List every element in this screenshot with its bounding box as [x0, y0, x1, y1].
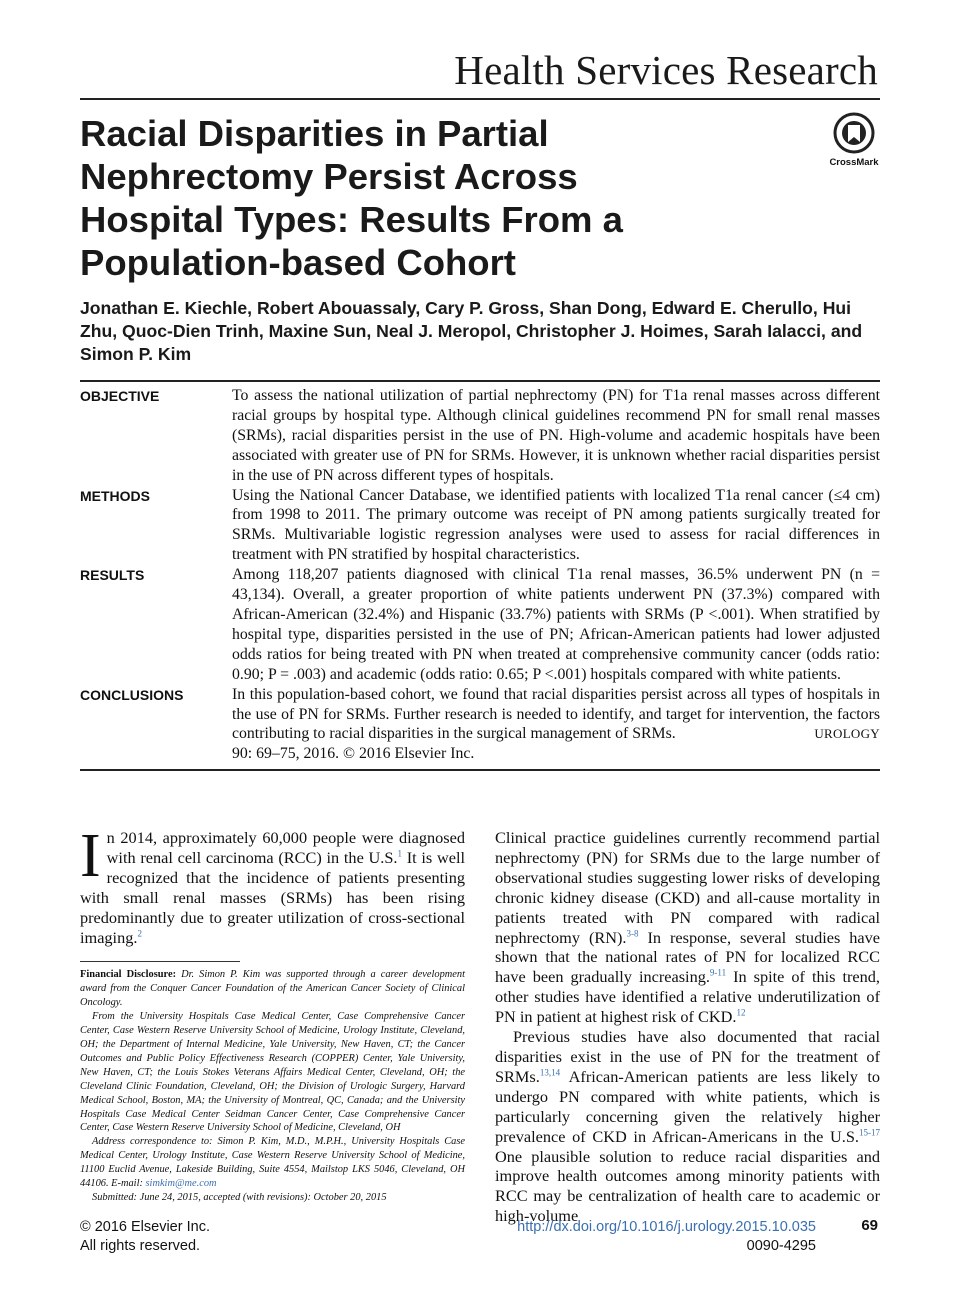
correspondence: [80, 1135, 465, 1191]
guidelines-paragraph: [495, 828, 880, 1027]
journal-section-title: Health Services Research: [454, 47, 878, 93]
reference-link[interactable]: 12: [736, 1007, 746, 1018]
guidelines-text-a: Clinical practice guidelines currently recommend partial nephrectomy (PN) for SRMs due to the large number of observational studies suggesting lower risks of developing chronic kidney disease (CKD) and all-cause mortality in patients treated with PN compared with radical nephrectomy (RN).: [495, 828, 880, 947]
citation-journal: UROLOGY: [814, 726, 880, 742]
disclosure-text: Dr. Simon P. Kim was supported through a career development award from the Conquer Cancer Foundation of the American Cancer Society of Clinical Oncology.: [80, 969, 465, 1009]
page-number: 69: [861, 1217, 878, 1234]
reference-link[interactable]: 1: [397, 848, 402, 859]
submission-dates: Submitted: June 24, 2015, accepted (with revisions): October 20, 2015: [92, 1191, 387, 1203]
intro-text-b: It is well recognized that the incidence of patients presenting with small renal masses (SRMs) has been rising predominantly due to greater utilization of cross-sectional imaging.: [80, 847, 466, 947]
results-text: Among 118,207 patients diagnosed with clinical T1a renal masses, 36.5% underwent PN (n = 43,134). Overall, a greater proportion of white patients underwent PN (37.3%) compared with African-American (32.4%) and Hispanic (33.7%) patients with SRMs (P <.001). When stratified by hospital type, disparities persisted in the use of PN; African-American patients had lower adjusted odds ratios for being treated with PN when treated at comprehensive community cancer (odds ratio: 0.90; P = .003) and academic (odds ratio: 0.65; P <.001) hospitals compared with white patients.: [232, 566, 880, 683]
intro-paragraph: [80, 822, 466, 947]
guidelines-text-b: In response, several studies have shown that the national rates of PN for localized RCC have been gradually increasing.: [495, 927, 881, 987]
author-list: Jonathan E. Kiechle, Robert Abouassaly, Cary P. Gross, Shan Dong, Edward E. Cherullo, Hui Zhu, Quoc-Dien Trinh, Maxine Sun, Neal J. Meropol, Christopher J. Hoimes, Sarah Ialacci, and Simon P. Kim: [80, 298, 863, 364]
reference-link[interactable]: 9-11: [709, 967, 727, 978]
abstract-results: [80, 565, 880, 684]
correspondence-address: Address correspondence to: Simon P. Kim, M.D., M.P.H., University Hospitals Case Medical Center, Urology Institute, Case Western Reserve University School of Medicine, 11100 Euclid Avenue, Lakeside Building, Suite 4554, Mailstop LKS 5046, Cleveland, OH 44106. E-mail:: [80, 1136, 465, 1190]
conclusions-block: [232, 685, 880, 765]
results-label: RESULTS: [80, 567, 145, 584]
doi-link[interactable]: http://dx.doi.org/10.1016/j.urology.2015.10.035: [517, 1219, 816, 1235]
abstract-objective: [80, 386, 880, 486]
abstract-methods: [80, 486, 880, 566]
abstract: [80, 380, 880, 771]
disparities-text-b: African-American patients are less likely to undergo PN compared with white patients, which is particularly concerning given the relatively higher prevalence of CKD in African-Americans in the U.S.: [495, 1066, 880, 1146]
right-column: [495, 828, 880, 1226]
header-rule: [80, 98, 880, 100]
crossmark-label: CrossMark: [829, 157, 879, 168]
methods-label: METHODS: [80, 487, 150, 504]
objective-label: OBJECTIVE: [80, 388, 160, 404]
methods-text: Using the National Cancer Database, we identified patients with localized T1a renal cancer (≤4 cm) from 1998 to 2011. The primary outcome was receipt of PN among patients surgically treated for SRMs. Multivariable logistic regression analyses were used to assess for racial differences in treatment with PN stratified by hospital characteristics.: [232, 486, 880, 564]
intro-text-a: n 2014, approximately 60,000 people were diagnosed with renal cell carcinoma (RCC) in the U.S.: [106, 828, 465, 867]
left-column: [80, 822, 466, 1205]
reference-link[interactable]: 13,14: [539, 1067, 561, 1078]
issn-text: 0090-4295: [746, 1238, 816, 1254]
reference-link[interactable]: 3-8: [626, 928, 639, 939]
citation-details: 90: 69–75, 2016. © 2016 Elsevier Inc.: [232, 745, 475, 763]
copyright-text: © 2016 Elsevier Inc.: [80, 1219, 210, 1235]
reference-link[interactable]: 2: [137, 928, 142, 939]
footer-copyright: [80, 1218, 210, 1256]
footer-identifiers: [517, 1218, 816, 1256]
guidelines-text-c: In spite of this trend, other studies have identified a relative underutilization of PN in patient at highest risk of CKD.: [495, 967, 880, 1027]
rights-text: All rights reserved.: [80, 1238, 201, 1254]
conclusions-text: In this population-based cohort, we found that racial disparities persist across all types of hospitals in the use of PN for SRMs. Further research is needed to identify, and target for intervention, the factors contributing to racial disparities in the surgical management of SRMs.: [232, 685, 880, 743]
objective-text: To assess the national utilization of partial nephrectomy (PN) for T1a renal masses across different racial groups by hospital type. Although clinical guidelines recommend PN for small renal masses (SRMs), racial disparities persist in the use of PN. High-volume and academic hospitals have been associated with greater use of PN for SRMs. However, it is unknown whether racial disparities persist in the use of PN across different types of hospitals.: [232, 387, 880, 484]
email-link[interactable]: simkim@me.com: [145, 1178, 217, 1190]
crossmark-icon: [833, 112, 875, 156]
conclusions-label: CONCLUSIONS: [80, 686, 184, 703]
disparities-text-a: Previous studies have also documented that racial disparities exist in the use of PN for the treatment of SRMs.: [495, 1027, 880, 1086]
abstract-conclusions: [80, 685, 880, 765]
disparities-text-c: One plausible solution to reduce racial disparities and improve health outcomes among minority patients with RCC may be centralization of health care to academic or high-volume: [495, 1146, 880, 1226]
financial-disclosure: [80, 968, 465, 1010]
article-title: Racial Disparities in Partial Nephrectomy Persist Across Hospital Types: Results From a Population-based Cohort: [80, 113, 623, 283]
affiliations: From the University Hospitals Case Medical Center, Case Comprehensive Cancer Center, Case Western Reserve University School of Medicine, Urology Institute, Cleveland, OH; the Department of Internal Medicine, Yale University, New Haven, CT; the Cancer Outcomes and Public Policy Effectiveness Research (COPPER) Center, Yale University, New Haven, CT; the Louis Stokes Veterans Affairs Medical Center, Cleveland, OH; the Cleveland Clinic Foundation, Cleveland, OH; the Division of Urologic Surgery, Harvard Medical School, Boston, MA; the University of Montreal, QC, Canada; and the University Hospitals Case Medical Center Seidman Cancer Center, Case Comprehensive Cancer Center, Case Western Reserve University School of Medicine, Cleveland, OH: [80, 1011, 465, 1134]
disclosure-label: Financial Disclosure:: [80, 969, 177, 981]
disparities-paragraph: [495, 1027, 880, 1226]
drop-cap: I: [80, 822, 101, 890]
footnotes: [80, 968, 465, 1204]
footnote-rule: [80, 961, 240, 962]
crossmark-badge[interactable]: [826, 112, 882, 168]
reference-link[interactable]: 15-17: [859, 1127, 880, 1138]
